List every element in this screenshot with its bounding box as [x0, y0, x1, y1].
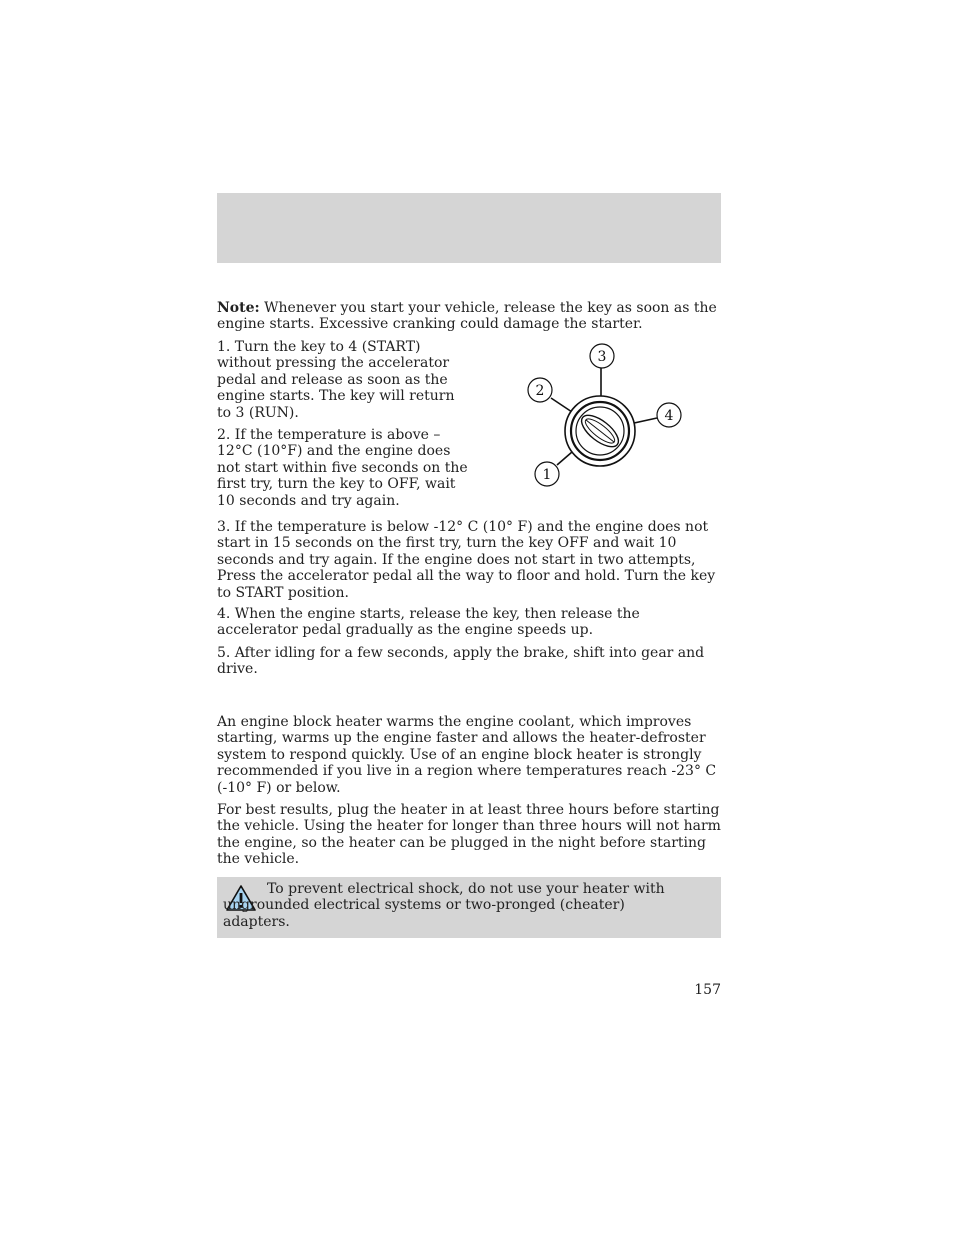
- block-heater-paragraph-1: An engine block heater warms the engine coolant, which improves starting, warms up the engine faster and allows the heater-defroster system to respond quickly. Use of an engine block heater is strongly recommended if you live in a region where temperatures reach -23° C (-10° F) or below.: [217, 714, 717, 796]
- pointer-line-2: [551, 398, 572, 412]
- step-4: 4. When the engine starts, release the key, then release the accelerator pedal gradually as the engine speeds up.: [217, 606, 640, 639]
- callout-label-4: 4: [664, 408, 674, 424]
- note-paragraph: [217, 300, 721, 333]
- pointer-line-4: [634, 418, 657, 423]
- step-3: 3. If the temperature is below -12° C (10° F) and the engine does not start in 15 seconds on the first try, turn the key OFF and wait 10 seconds and try again. If the engine does not start in two attempts, Press the accelerator pedal all the way to floor and hold. Turn the key to START position.: [217, 519, 716, 601]
- note-text: Whenever you start your vehicle, release the key as soon as the engine starts. Excessive cranking could damage the starter.: [217, 300, 717, 333]
- page-number: 157: [694, 982, 721, 998]
- callout-label-3: 3: [597, 349, 607, 365]
- callout-label-1: 1: [542, 467, 552, 483]
- ignition-cylinder-icon: [565, 396, 635, 466]
- note-label: Note:: [217, 300, 260, 316]
- step-5: 5. After idling for a few seconds, apply the brake, shift into gear and drive.: [217, 645, 705, 678]
- block-heater-paragraph-2: For best results, plug the heater in at least three hours before starting the vehicle. Using the heater for longer than three hours will not harm the engine, so the heater can be plugged in the night before starting the vehicle.: [217, 802, 721, 868]
- callout-label-2: 2: [535, 383, 545, 399]
- ignition-switch-diagram: [520, 338, 690, 493]
- pointer-line-1: [557, 452, 572, 465]
- warning-text: To prevent electrical shock, do not use your heater with ungrounded electrical systems or two-pronged (cheater) adapters.: [223, 881, 665, 930]
- step-1: 1. Turn the key to 4 (START) without pressing the accelerator pedal and release as soon as the engine starts. The key will return to 3 (RUN).: [217, 339, 455, 421]
- section-header-band: [217, 193, 721, 263]
- step-2: 2. If the temperature is above –12°C (10°F) and the engine does not start within five seconds on the first try, turn the key to OFF, wait 10 seconds and try again.: [217, 427, 468, 509]
- warning-box: [217, 877, 721, 938]
